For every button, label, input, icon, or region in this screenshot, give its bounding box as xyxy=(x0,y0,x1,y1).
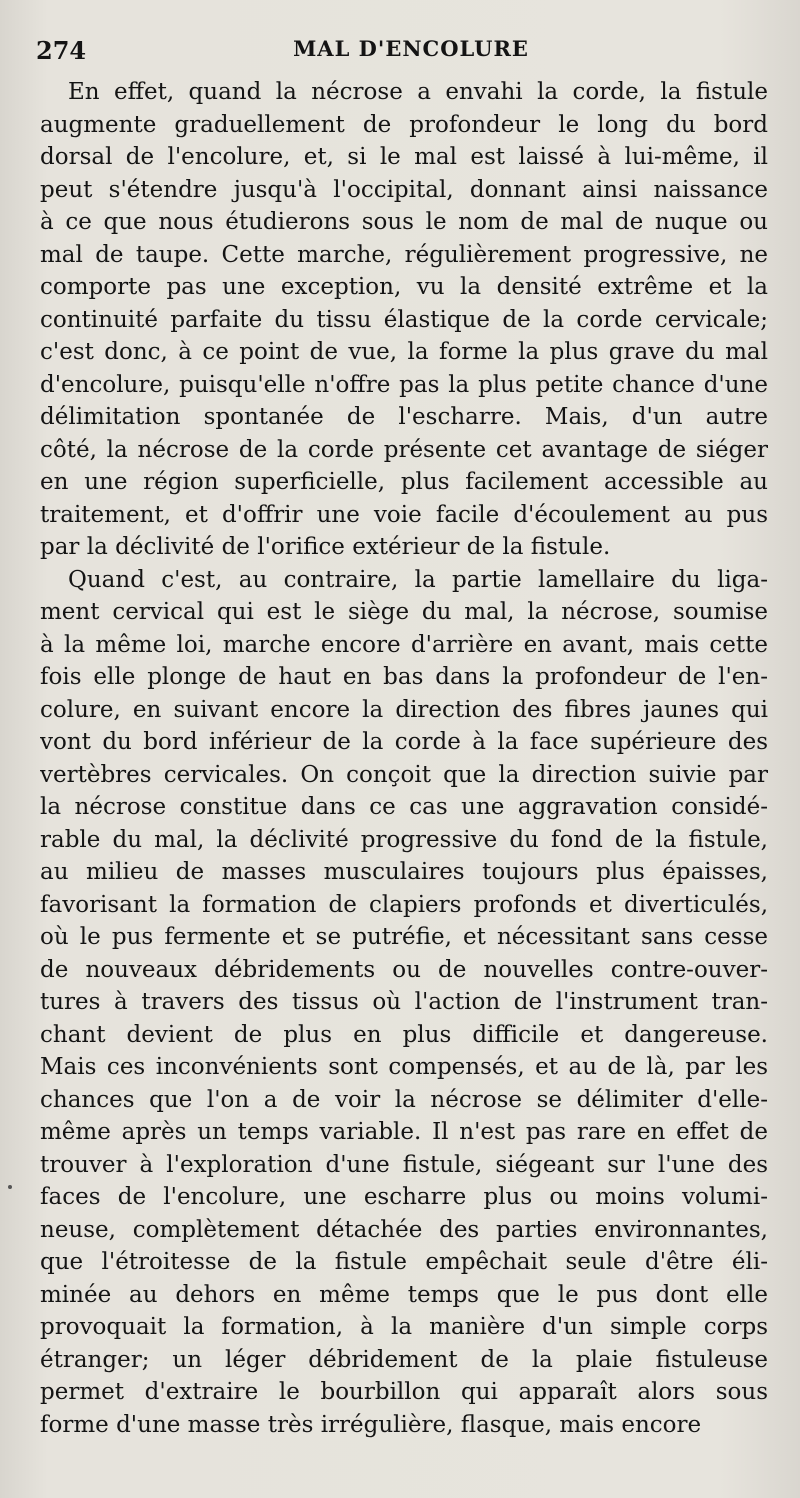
text-line: dorsal de l'encolure, et, si le mal est laissé à lui-même, il xyxy=(40,144,768,170)
page-header xyxy=(36,34,786,68)
text-line: neuse, complètement détachée des parties environnantes, xyxy=(40,1216,768,1243)
text-line: c'est donc, à ce point de vue, la forme la plus grave du mal xyxy=(40,339,768,365)
text-line: minée au dehors en même temps que le pus dont elle xyxy=(40,1281,768,1308)
text-line: continuité parfaite du tissu élastique de la corde cervicale; xyxy=(40,306,768,333)
text-line: où le pus fermente et se putréfie, et nécessitant sans cesse xyxy=(40,924,768,950)
text-line: de nouveaux débridements ou de nouvelles contre-ouver- xyxy=(40,956,768,983)
text-line: au milieu de masses musculaires toujours plus épaisses, xyxy=(40,859,768,885)
text-line: à la même loi, marche encore d'arrière en avant, mais cette xyxy=(40,631,768,658)
text-line: par la déclivité de l'orifice extérieur de la fistule. xyxy=(40,534,611,560)
text-line: comporte pas une exception, vu la densité extrême et la xyxy=(40,274,768,300)
text-line: fois elle plonge de haut en bas dans la profondeur de l'en- xyxy=(40,664,768,690)
text-line: favorisant la formation de clapiers profonds et diverticulés, xyxy=(40,891,768,918)
text-line: délimitation spontanée de l'escharre. Mais, d'un autre xyxy=(40,404,768,430)
text-line: augmente graduellement de profondeur le long du bord xyxy=(40,111,768,138)
text-line: forme d'une masse très irrégulière, flasque, mais encore xyxy=(40,1411,702,1438)
text-line: Quand c'est, au contraire, la partie lamellaire du liga- xyxy=(68,566,768,593)
text-line: que l'étroitesse de la fistule empêchait seule d'être éli- xyxy=(40,1249,768,1275)
gutter-speck xyxy=(8,1185,12,1189)
text-line: à ce que nous étudierons sous le nom de mal de nuque ou xyxy=(40,209,768,235)
text-line: la nécrose constitue dans ce cas une aggravation considé- xyxy=(40,794,768,820)
text-line: vertèbres cervicales. On conçoit que la direction suivie par xyxy=(40,761,768,788)
text-line: côté, la nécrose de la corde présente cet avantage de siéger xyxy=(40,436,768,463)
text-line: rable du mal, la déclivité progressive du fond de la fistule, xyxy=(40,826,768,853)
text-line: ment cervical qui est le siège du mal, la nécrose, soumise xyxy=(40,599,768,625)
page-number: 274 xyxy=(36,36,87,65)
text-line: chant devient de plus en plus difficile et dangereuse. xyxy=(40,1021,768,1048)
text-line: permet d'extraire le bourbillon qui apparaît alors sous xyxy=(40,1379,768,1405)
text-line: En effet, quand la nécrose a envahi la corde, la fistule xyxy=(68,79,768,105)
text-line: colure, en suivant encore la direction des fibres jaunes qui xyxy=(40,696,768,723)
text-line: Mais ces inconvénients sont compensés, et au de là, par les xyxy=(40,1054,768,1080)
text-line: traitement, et d'offrir une voie facile d'écoulement au pus xyxy=(40,501,768,528)
text-line: d'encolure, puisqu'elle n'offre pas la plus petite chance d'une xyxy=(40,371,768,398)
text-line: en une région superficielle, plus facilement accessible au xyxy=(40,469,768,495)
text-line: chances que l'on a de voir la nécrose se délimiter d'elle- xyxy=(40,1086,768,1113)
text-line: trouver à l'exploration d'une fistule, siégeant sur l'une des xyxy=(40,1151,768,1178)
text-line: tures à travers des tissus où l'action de l'instrument tran- xyxy=(40,989,768,1015)
body-text xyxy=(40,76,768,1441)
text-line: mal de taupe. Cette marche, régulièrement progressive, ne xyxy=(40,241,768,268)
text-line: provoquait la formation, à la manière d'un simple corps xyxy=(40,1314,768,1340)
text-line: peut s'étendre jusqu'à l'occipital, donnant ainsi naissance xyxy=(40,176,768,203)
text-line: vont du bord inférieur de la corde à la face supérieure des xyxy=(40,729,768,755)
text-line: faces de l'encolure, une escharre plus ou moins volumi- xyxy=(40,1184,768,1210)
text-line: étranger; un léger débridement de la plaie fistuleuse xyxy=(40,1346,768,1373)
running-title: MAL D'ENCOLURE xyxy=(293,36,529,61)
text-line: même après un temps variable. Il n'est pas rare en effet de xyxy=(40,1119,768,1145)
